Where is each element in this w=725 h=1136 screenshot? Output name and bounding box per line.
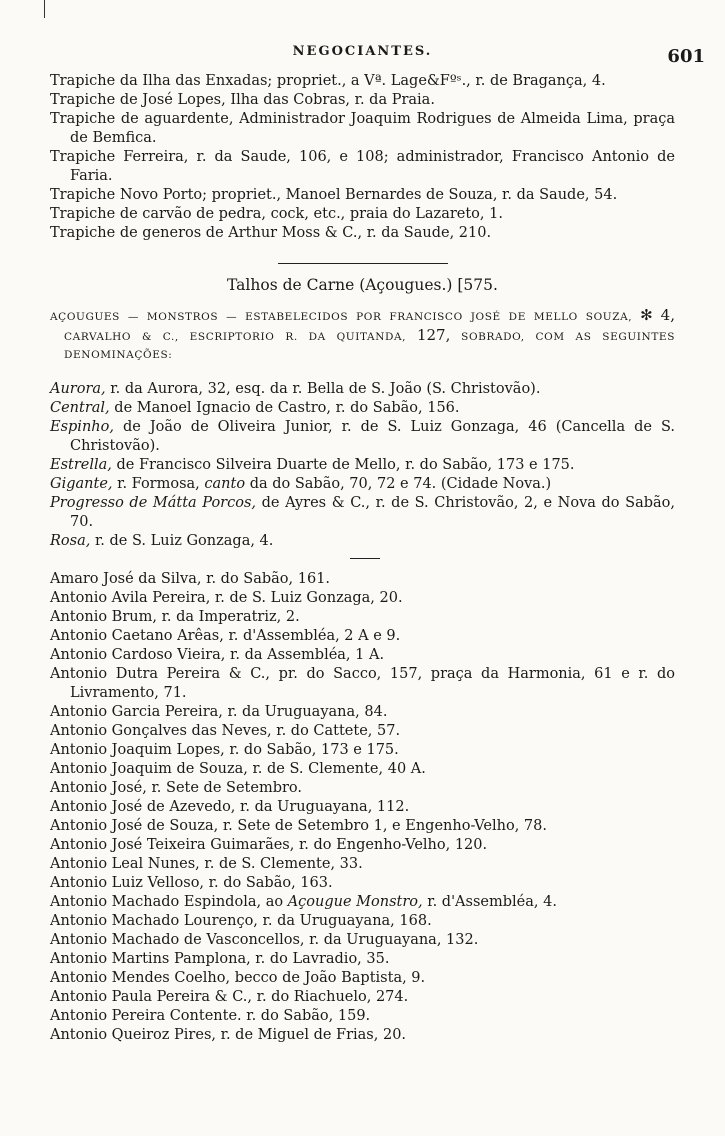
list-item: Gigante, r. Formosa, canto da do Sabão, 70, 72 e 74. (Cidade Nova.) bbox=[50, 476, 552, 492]
page-number: 601 bbox=[667, 46, 705, 67]
list-item: Antonio Pereira Contente. r. do Sabão, 159. bbox=[50, 1008, 371, 1024]
page-header bbox=[0, 44, 725, 68]
list-item: Progresso de Mátta Porcos, de Ayres & C., r. de S. Christovão, 2, e Nova do Sabão, 70. bbox=[50, 495, 675, 530]
intro-number: 4, bbox=[660, 306, 675, 324]
list-item: Trapiche da Ilha das Enxadas; propriet., a Vª. Lage&Fºˢ., r. de Bragança, 4. bbox=[50, 73, 606, 89]
list-item: Antonio Cardoso Vieira, r. da Assembléa, 1 A. bbox=[50, 647, 385, 663]
intro-number: 127, bbox=[416, 326, 451, 344]
intro-part-2: CARVALHO & C., ESCRIPTORIO R. DA QUITANDA, bbox=[64, 331, 407, 343]
list-item: Antonio Joaquim de Souza, r. de S. Clemente, 40 A. bbox=[50, 761, 426, 777]
list-item: Antonio Martins Pamplona, r. do Lavradio, 35. bbox=[50, 951, 390, 967]
list-item: Espinho, de João de Oliveira Junior, r. de S. Luiz Gonzaga, 46 (Cancella de S. Christovão). bbox=[50, 419, 675, 454]
list-item: Antonio José Teixeira Guimarães, r. do Engenho-Velho, 120. bbox=[50, 837, 488, 853]
intro-part-1: AÇOUGUES — MONSTROS — ESTABELECIDOS POR FRANCISCO JOSÉ DE MELLO SOUZA, bbox=[50, 311, 633, 323]
acougues-list bbox=[50, 380, 675, 551]
list-item: Antonio Paula Pereira & C., r. do Riachuelo, 274. bbox=[50, 989, 409, 1005]
section-divider bbox=[278, 263, 448, 264]
list-item: Antonio Machado de Vasconcellos, r. da Uruguayana, 132. bbox=[50, 932, 479, 948]
list-item: Trapiche Ferreira, r. da Saude, 106, e 108; administrador, Francisco Antonio de Faria. bbox=[50, 149, 675, 184]
list-item: Antonio Machado Lourenço, r. da Uruguayana, 168. bbox=[50, 913, 432, 929]
list-item: Antonio Luiz Velloso, r. do Sabão, 163. bbox=[50, 875, 333, 891]
trade-name: Açougue Monstro, bbox=[287, 894, 423, 910]
list-item: Trapiche de generos de Arthur Moss & C., r. da Saude, 210. bbox=[50, 225, 492, 241]
list-item: Antonio Avila Pereira, r. de S. Luiz Gonzaga, 20. bbox=[50, 590, 403, 606]
list-item: Antonio Caetano Arêas, r. d'Assembléa, 2 A e 9. bbox=[50, 628, 401, 644]
trade-name: Central, bbox=[50, 400, 110, 416]
intro-part-3: SOBRADO, COM AS SEGUINTES DENOMINAÇÕES: bbox=[64, 331, 675, 361]
list-item: Antonio Joaquim Lopes, r. do Sabão, 173 e 175. bbox=[50, 742, 399, 758]
section-divider bbox=[350, 558, 380, 559]
list-item: Antonio Dutra Pereira & C., pr. do Sacco, 157, praça da Harmonia, 61 e r. do Livramento, 71. bbox=[50, 666, 675, 701]
list-item: Antonio José de Azevedo, r. da Uruguayana, 112. bbox=[50, 799, 410, 815]
list-item: Trapiche de aguardente, Administrador Joaquim Rodrigues de Almeida Lima, praça de Bemfica. bbox=[50, 111, 675, 146]
list-item: Central, de Manoel Ignacio de Castro, r. do Sabão, 156. bbox=[50, 400, 460, 416]
page-title: NEGOCIANTES. bbox=[292, 44, 433, 59]
trade-name: Rosa, bbox=[50, 533, 91, 549]
trade-name: Gigante, bbox=[50, 476, 113, 492]
trade-name: Progresso de Mátta Porcos, bbox=[50, 495, 257, 511]
list-item: Aurora, r. da Aurora, 32, esq. da r. Bella de S. João (S. Christovão). bbox=[50, 381, 541, 397]
list-item: Antonio Garcia Pereira, r. da Uruguayana, 84. bbox=[50, 704, 388, 720]
list-item: Antonio Brum, r. da Imperatriz, 2. bbox=[50, 609, 300, 625]
margin-mark bbox=[44, 0, 45, 18]
list-item: Estrella, de Francisco Silveira Duarte de Mello, r. do Sabão, 173 e 175. bbox=[50, 457, 575, 473]
list-item: Amaro José da Silva, r. do Sabão, 161. bbox=[50, 571, 331, 587]
list-item: Antonio Gonçalves das Neves, r. do Cattete, 57. bbox=[50, 723, 401, 739]
list-item: Antonio Mendes Coelho, becco de João Baptista, 9. bbox=[50, 970, 426, 986]
list-item: Trapiche Novo Porto; propriet., Manoel Bernardes de Souza, r. da Saude, 54. bbox=[50, 187, 618, 203]
section-title: Talhos de Carne (Açougues.) bbox=[227, 276, 453, 294]
section-heading bbox=[50, 276, 675, 294]
trade-name: Espinho, bbox=[50, 419, 114, 435]
list-item: Rosa, r. de S. Luiz Gonzaga, 4. bbox=[50, 533, 274, 549]
list-item: Antonio Machado Espindola, ao Açougue Monstro, r. d'Assembléa, 4. bbox=[50, 894, 557, 910]
asterisk-icon: ✻ bbox=[640, 306, 653, 324]
talhos-list bbox=[50, 570, 675, 1045]
section-intro bbox=[50, 306, 675, 364]
trade-name: Aurora, bbox=[50, 381, 106, 397]
trapiches-list bbox=[50, 72, 675, 243]
list-item: Trapiche de carvão de pedra, cock, etc., praia do Lazareto, 1. bbox=[50, 206, 503, 222]
section-number: [575. bbox=[457, 276, 498, 294]
list-item: Trapiche de José Lopes, Ilha das Cobras, r. da Praia. bbox=[50, 92, 435, 108]
list-item: Antonio Queiroz Pires, r. de Miguel de Frias, 20. bbox=[50, 1027, 407, 1043]
list-item: Antonio José, r. Sete de Setembro. bbox=[50, 780, 302, 796]
list-item: Antonio Leal Nunes, r. de S. Clemente, 33. bbox=[50, 856, 363, 872]
list-item: Antonio José de Souza, r. Sete de Setembro 1, e Engenho-Velho, 78. bbox=[50, 818, 547, 834]
trade-name: Estrella, bbox=[50, 457, 112, 473]
intro-text bbox=[50, 306, 675, 364]
